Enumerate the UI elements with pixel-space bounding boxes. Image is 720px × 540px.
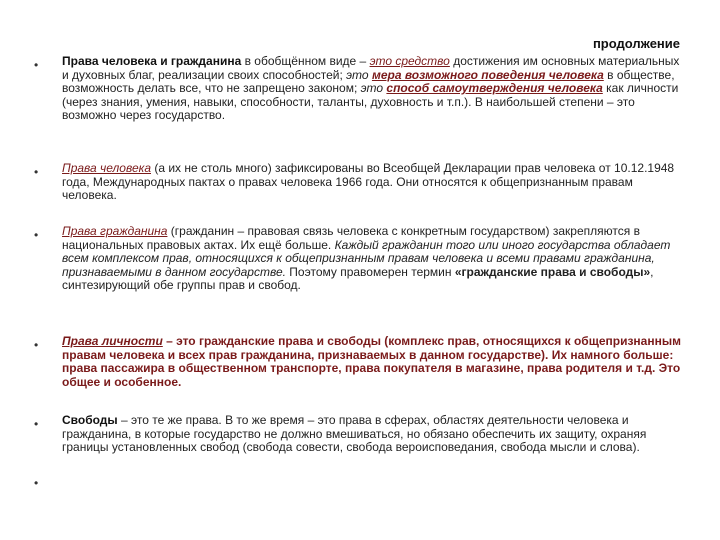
term-freedoms: Свободы [62, 413, 118, 427]
paragraph-human-citizen-rights: Права человека и гражданина в обобщённом виде – это средство достижения им основных материальных и духовных благ, реализации своих способностей; это мера возможного поведения человека в обществе, возможность делать все, что не запрещено законом; это способ самоутверждения человека как личности (через знания, умения, навыки, способности, таланты, духовность и т.п.). В наибольшей степени – это возможно через государство. [62, 54, 680, 123]
term-civil-rights-freedoms: «гражданские права и свободы» [454, 264, 651, 279]
term-human-rights: Права человека [62, 161, 151, 175]
paragraph-freedoms: Свободы – это те же права. В то же время – это права в сферах, областях деятельности человека и гражданина, в которые государство не должно вмешиваться, но обязано обеспечить их защиту, охраняя границы установленных свобод (свобода совести, свобода вероисповедания, свобода мысли и слова). [62, 413, 647, 455]
bullet-1: • [34, 58, 39, 72]
emph-measure-of-behavior: мера возможного поведения человека [371, 67, 604, 82]
term-personal-rights: Права личности [62, 334, 163, 348]
term-human-citizen-rights: Права человека и гражданина [62, 54, 242, 68]
slide-title: продолжение [592, 36, 680, 51]
paragraph-personal-rights: Права личности – это гражданские права и свободы (комплекс прав, относящихся к общепризнанным правам человека и всех прав гражданина, признаваемых в данном государстве). Их намного больше: права пассажира в общественном транспорте, права покупателя в магазине, права родителя и т.д. Это общее и особенное. [62, 334, 681, 389]
bullet-6: • [34, 476, 39, 490]
bullet-5: • [34, 417, 39, 431]
emph-every-citizen: Каждый гражданин того или иного государства обладает всем комплексом прав, относящихся к общепризнанным правам человека и всеми правами гражданина, признаваемыми в данном государстве. [62, 237, 671, 279]
emph-self-affirmation: способ самоутверждения человека [386, 81, 603, 96]
bullet-2: • [34, 165, 39, 179]
paragraph-citizen-rights: Права гражданина (гражданин – правовая связь человека с конкретным государством) закрепляются в национальных правовых актах. Их ещё больше. Каждый гражданин того или иного государства обладает всем комплексом прав, относящихся к общепризнанным правам человека и всеми правами гражданина, признаваемыми в данном государстве. Поэтому правомерен термин «гражданские права и свободы», синтезирующий обе группы прав и свобод. [62, 224, 671, 293]
bullet-4: • [34, 338, 39, 352]
bullet-3: • [34, 228, 39, 242]
emph-means: это средство [369, 54, 450, 68]
term-citizen-rights: Права гражданина [62, 224, 168, 238]
paragraph-human-rights: Права человека (а их не столь много) зафиксированы во Всеобщей Декларации прав человека от 10.12.1948 года, Международных пактах о правах человека 1966 года. Они относятся к общепризнанным правам человека. [62, 161, 675, 203]
